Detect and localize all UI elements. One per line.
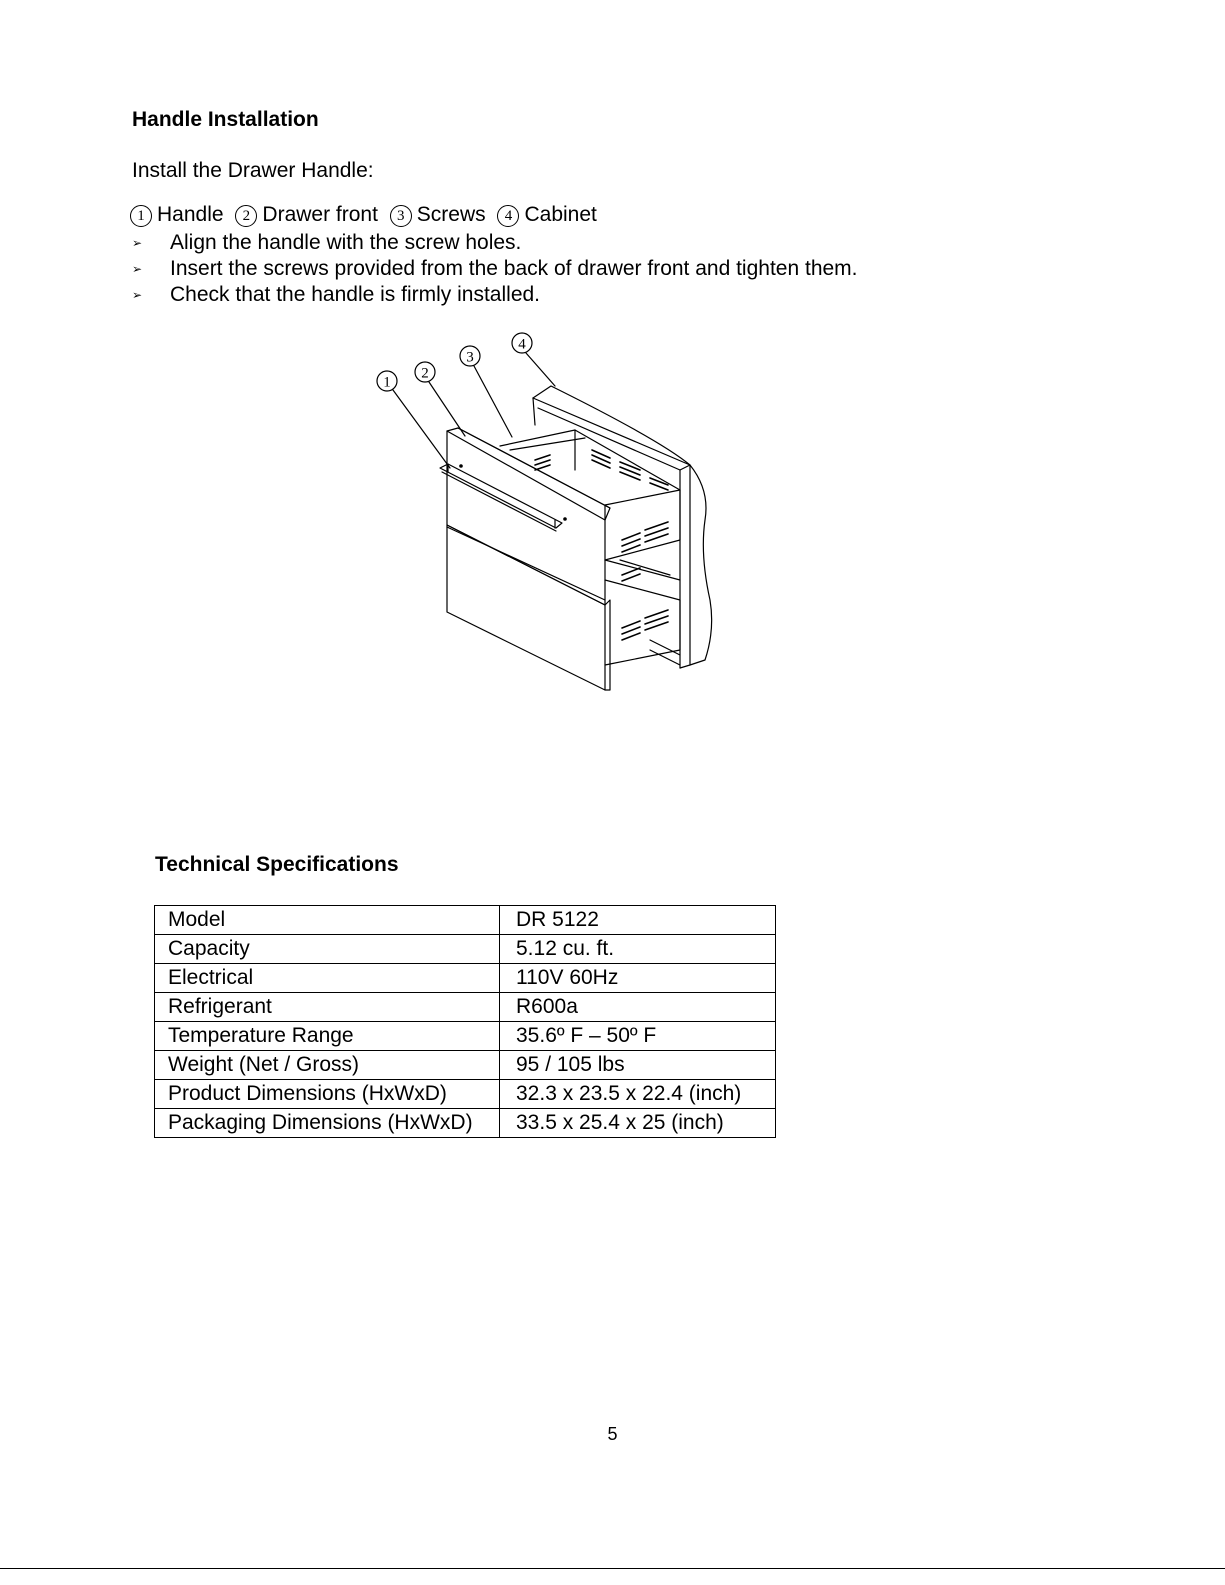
callout-1 [377, 371, 450, 468]
step-item [132, 230, 858, 256]
parts-legend [130, 203, 603, 227]
callout-2 [415, 362, 465, 436]
part-legend-item [390, 203, 486, 226]
spec-key: Product Dimensions (HxWxD) [155, 1080, 500, 1109]
step-text: Insert the screws provided from the back of drawer front and tighten them. [170, 257, 858, 280]
spec-value: 35.6º F – 50º F [500, 1022, 776, 1051]
table-row [155, 993, 776, 1022]
spec-key: Packaging Dimensions (HxWxD) [155, 1109, 500, 1138]
part-number-badge: 2 [235, 205, 257, 227]
page-bottom-divider [0, 1568, 1225, 1569]
spec-key: Electrical [155, 964, 500, 993]
part-legend-item [235, 203, 378, 226]
spec-key: Refrigerant [155, 993, 500, 1022]
part-label: Cabinet [524, 203, 597, 226]
table-row [155, 906, 776, 935]
install-intro: Install the Drawer Handle: [132, 159, 374, 182]
callout-label: 2 [421, 365, 429, 382]
drawer-handle-diagram [360, 325, 740, 705]
callout-label: 3 [466, 349, 474, 366]
spec-value: 95 / 105 lbs [500, 1051, 776, 1080]
callout-label: 1 [383, 374, 391, 391]
part-label: Screws [416, 203, 486, 226]
table-row [155, 1051, 776, 1080]
spec-value: 33.5 x 25.4 x 25 (inch) [500, 1109, 776, 1138]
handle-installation-heading: Handle Installation [132, 108, 319, 131]
spec-key: Temperature Range [155, 1022, 500, 1051]
callout-label: 4 [518, 336, 526, 353]
arrow-bullet-icon: ➢ [132, 262, 143, 276]
spec-value: 5.12 cu. ft. [500, 935, 776, 964]
page-number: 5 [607, 1424, 618, 1444]
callout-4 [512, 333, 555, 386]
part-number-badge: 4 [497, 205, 519, 227]
installation-steps [132, 230, 858, 308]
arrow-bullet-icon: ➢ [132, 236, 143, 250]
part-number-badge: 3 [390, 205, 412, 227]
part-label: Drawer front [262, 203, 378, 226]
table-row [155, 1109, 776, 1138]
step-item [132, 256, 858, 282]
part-label: Handle [157, 203, 224, 226]
table-row [155, 964, 776, 993]
callout-3 [460, 346, 512, 437]
arrow-bullet-icon: ➢ [132, 288, 143, 302]
table-row [155, 1080, 776, 1109]
lower-drawer-front-panel [447, 525, 610, 690]
spec-key: Model [155, 906, 500, 935]
step-text: Align the handle with the screw holes. [170, 231, 522, 254]
step-item [132, 282, 858, 308]
cabinet-frame [533, 386, 712, 668]
spec-value: DR 5122 [500, 906, 776, 935]
table-row [155, 1022, 776, 1051]
spec-value: 110V 60Hz [500, 964, 776, 993]
drawer-handle [440, 464, 566, 531]
spec-value: 32.3 x 23.5 x 22.4 (inch) [500, 1080, 776, 1109]
technical-specifications-heading: Technical Specifications [155, 853, 399, 876]
step-text: Check that the handle is firmly installed. [170, 283, 541, 306]
spec-key: Weight (Net / Gross) [155, 1051, 500, 1080]
spec-value: R600a [500, 993, 776, 1022]
specifications-table [154, 905, 776, 1138]
part-number-badge: 1 [130, 205, 152, 227]
part-legend-item [130, 203, 224, 226]
part-legend-item [497, 203, 596, 226]
spec-key: Capacity [155, 935, 500, 964]
table-row [155, 935, 776, 964]
